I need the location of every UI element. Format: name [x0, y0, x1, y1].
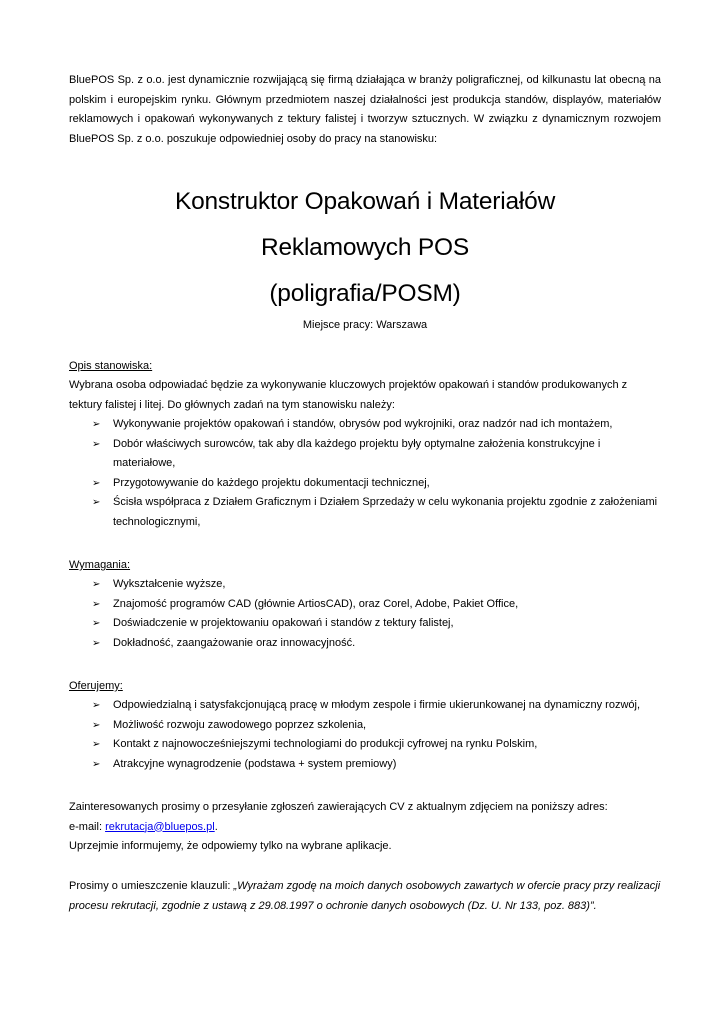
contact-section	[69, 798, 661, 857]
arrow-bullet-icon: ➢	[92, 497, 101, 508]
offer-list	[69, 696, 661, 774]
arrow-bullet-icon: ➢	[92, 579, 101, 590]
list-item: ➢ Wykonywanie projektów opakowań i standów, obrysów pod wykrojniki, oraz nadzór nad ich montażem,	[92, 415, 661, 435]
list-item: ➢ Dobór właściwych surowców, tak aby dla każdego projektu były optymalne założenia konstrukcyjne i materiałowe,	[92, 435, 661, 474]
arrow-bullet-icon: ➢	[92, 719, 101, 731]
job-title-line-3: (poligrafia/POSM)	[269, 280, 461, 307]
job-description-heading: Opis stanowiska:	[69, 360, 153, 372]
consent-clause-quote: „Wyrażam zgodę na moich danych osobowych zawartych w ofercie pracy przy realizacji procesu rekrutacji, zgodnie z ustawą z 29.08.1997 o ochronie danych osobowych (Dz. U. Nr 133, poz. 883)”.	[69, 879, 661, 912]
list-item: ➢ Możliwość rozwoju zawodowego poprzez szkolenia,	[92, 716, 661, 736]
list-item: ➢ Ścisła współpraca z Działem Graficznym i Działem Sprzedaży w celu wykonania projektu zgodnie z założeniami technologicznymi,	[92, 493, 661, 532]
job-title-line-2: Reklamowych POS	[260, 234, 470, 261]
job-title	[69, 179, 661, 317]
job-description-section	[69, 357, 661, 532]
offer-heading: Oferujemy:	[69, 680, 123, 692]
job-description-text: Wybrana osoba odpowiadać będzie za wykonywanie kluczowych projektów opakowań i standów produkowanych z tektury falistej i litej. Do głównych zadań na tym stanowisku należy:	[69, 379, 628, 411]
requirements-list	[69, 575, 661, 653]
contact-note: Uprzejmie informujemy, że odpowiemy tylko na wybrane aplikacje.	[69, 840, 392, 852]
contact-email-line	[69, 818, 661, 838]
email-link[interactable]: rekrutacja@bluepos.pl	[105, 820, 215, 833]
document-page	[69, 71, 661, 927]
list-item: ➢ Dokładność, zaangażowanie oraz innowacyjność.	[92, 634, 661, 654]
job-title-line-1: Konstruktor Opakowań i Materiałów	[174, 188, 556, 215]
email-suffix: .	[214, 820, 218, 833]
arrow-bullet-icon: ➢	[92, 700, 101, 711]
email-label: e-mail:	[69, 820, 106, 833]
list-item: ➢ Przygotowywanie do każdego projektu dokumentacji technicznej,	[92, 474, 661, 494]
offer-section	[69, 677, 661, 774]
requirements-section	[69, 556, 661, 653]
arrow-bullet-icon: ➢	[92, 758, 101, 770]
arrow-bullet-icon: ➢	[92, 477, 101, 489]
arrow-bullet-icon: ➢	[92, 618, 101, 629]
list-item: ➢ Kontakt z najnowocześniejszymi technologiami do produkcji cyfrowej na rynku Polskim,	[92, 735, 661, 755]
company-intro: BluePOS Sp. z o.o. jest dynamicznie rozwijającą się firmą działająca w branży poligraficznej, od kilkunastu lat obecną na polskim i europejskim rynku. Głównym przedmiotem naszej działalności jest produkcja standów, displayów, materiałów reklamowych i opakowań wykonywanych z tektury falistej i tworzyw sztucznych. W związku z dynamicznym rozwojem BluePOS Sp. z o.o. poszukuje odpowiedniej osoby do pracy na stanowisku:	[69, 74, 661, 145]
arrow-bullet-icon: ➢	[92, 419, 101, 430]
arrow-bullet-icon: ➢	[92, 637, 101, 649]
arrow-bullet-icon: ➢	[92, 739, 101, 750]
job-description-list	[69, 415, 661, 532]
list-item: ➢ Odpowiedzialną i satysfakcjonującą pracę w młodym zespole i firmie ukierunkowanej na dynamiczny rozwój,	[92, 696, 661, 716]
list-item: ➢ Doświadczenie w projektowaniu opakowań i standów z tektury falistej,	[92, 614, 661, 634]
arrow-bullet-icon: ➢	[92, 598, 101, 610]
list-item: ➢ Znajomość programów CAD (głównie ArtiosCAD), oraz Corel, Adobe, Pakiet Office,	[92, 595, 661, 615]
list-item: ➢ Atrakcyjne wynagrodzenie (podstawa + system premiowy)	[92, 755, 661, 775]
arrow-bullet-icon: ➢	[92, 438, 101, 450]
list-item: ➢ Wykształcenie wyższe,	[92, 575, 661, 595]
work-location: Miejsce pracy: Warszawa	[302, 319, 428, 331]
consent-clause-prefix: Prosimy o umieszczenie klauzuli:	[69, 879, 234, 892]
contact-instructions: Zainteresowanych prosimy o przesyłanie zgłoszeń zawierających CV z aktualnym zdjęciem na poniższy adres:	[69, 801, 608, 813]
requirements-heading: Wymagania:	[69, 559, 131, 571]
consent-clause	[69, 876, 661, 916]
